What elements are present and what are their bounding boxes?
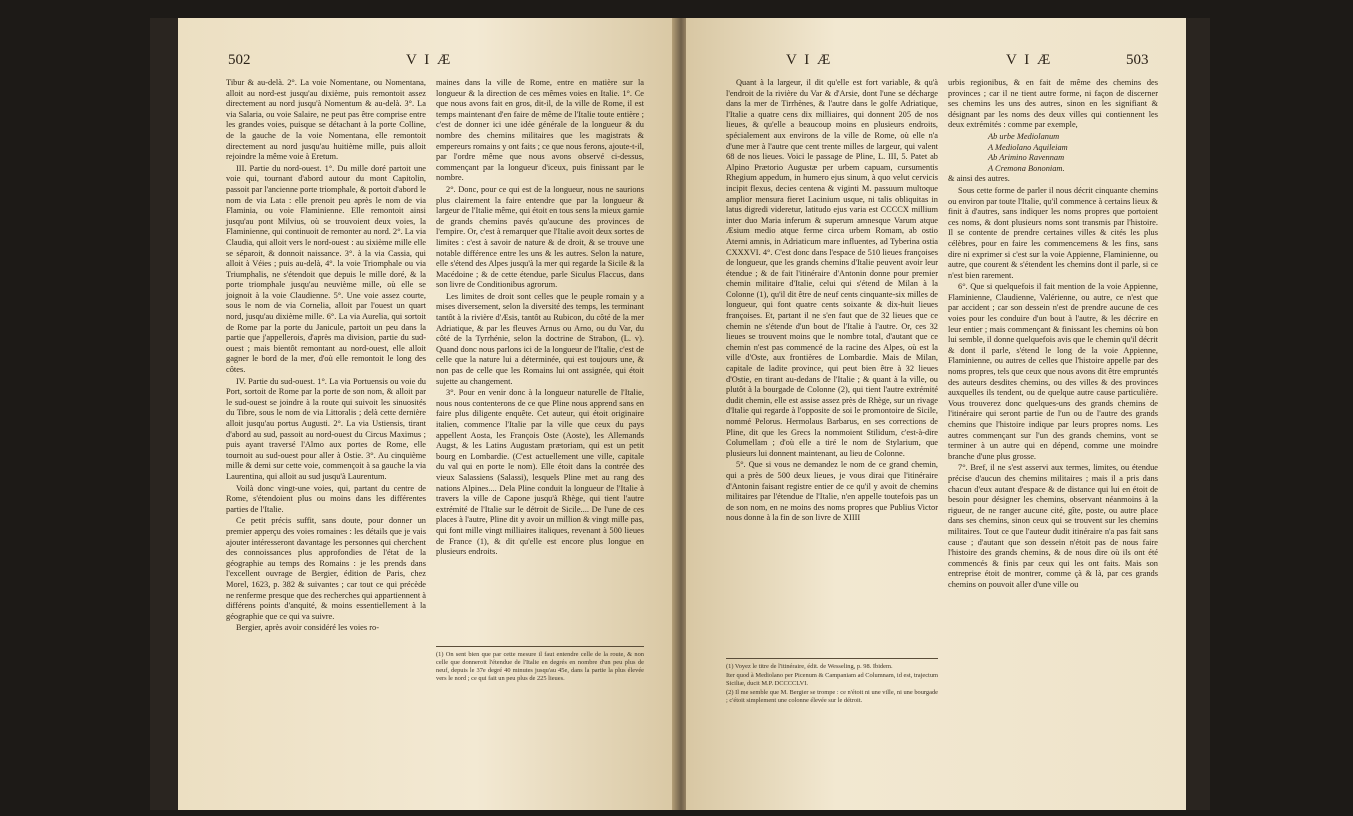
right-page: [686, 18, 1186, 810]
left-page-number: 502: [228, 52, 251, 68]
paragraph: 2°. Donc, pour ce qui est de la longueur, nous ne saurions plus clairement la faire entendre que par la longueur & largeur de l'Italie même, qui étoit en tous sens la mieux garnie de grands chemins pavés qu'aucune des provinces de l'empire. Or, c'est à remarquer que l'Italie avoit deux sortes de limites : c'est à savoir de nature & de droit, & se trouve une notable différence entre les uns & les autres. Selon la nature, elle s'étend des Alpes jusqu'à la mer qui regarde la Sicile & la Macédoine ; & de cette étendue, parle Siculus Flaccus, dans son livre de Conditionibus agrorum.: [436, 184, 644, 290]
paragraph: III. Partie du nord-ouest. 1°. Du mille doré partoit une voie qui, tournant d'abord autour du mont Capitolin, passoit par l'ancienne porte triomphale, & portoit d'abord le nom de via Lata : elle prenoit peu après le nom de via Flaminia, ou voie Flaminienne. Elle remontoit ainsi jusqu'au pont Milvius, où se trouvoient deux voies, la Flaminienne, qui continuoit de remonter au nord. 2°. La via Claudia, qui alloit vers le nord-ouest : au sixième mille elle se séparoit, & donnoit naissance. 3°. à la via Cassia, qui alloit à Véies ; puis au-delà, 4°. la voie Triomphale ou via Triumphalis, ne s'étendoit que depuis le mille doré, & la porte triomphale jusqu'au neuvième mille, où elle se joignoit à la voie Claudienne. 5°. Une voie assez courte, sous le nom de via Cornelia, alloit par l'ouest un quart nord, jusqu'au dixième mille. 6°. La via Aurelia, qui sortoit de Rome par la porte du Janicule, partoit un peu dans la partie que j'appellerois, d'après ma division, partie du sud-ouest ; mais bientôt remontant au nord-ouest, elle alloit gagner le bord de la mer, d'où elle remontoit le long des côtes.: [226, 163, 426, 375]
left-footnotes: [436, 646, 644, 684]
right-footnotes: [726, 658, 938, 706]
left-page-header: V I Æ: [406, 52, 453, 68]
paragraph: Voilà donc vingt-une voies, qui, partant du centre de Rome, s'étendoient plus ou moins dans les différentes parties de l'Italie.: [226, 483, 426, 514]
paragraph: & ainsi des autres.: [948, 174, 1010, 184]
paragraph: Quant à la largeur, il dit qu'elle est fort variable, & qu'à l'endroit de la rivière du Var & d'Arsie, dont l'une se décharge dans la mer de Tirrhènes, & l'autre dans le golfe Adriatique, l'Italie a quatre cens dix milliaires, qui donnent 205 de nos lieues, & qu'elle a beaucoup moins en plusieurs endroits, spécialement aux environs de la ville de Rome, où elle n'a d'une mer à l'autre que cent trente milles de largeur, qui valent 68 de nos lieues. Voici le passage de Pline, L. III, 5. Patet ab Alpino Prætorio Augustæ per urbem capuam, cursumentis Rhegium appedum, in humero ejus sinum, à quo velut cervicis incipit flexus, decies centena & viginti M. passuum multoque amplior mensura fieret Lacinium usque, ni talis obliquitas in latus digredi videretur, latitudo ejus varia est CCCCX millium inter duo Maria inferum & superum amnesque Varum atque Æsium medio atque ferme circa urbem Romam, ab ostio Aterni amnis, in Adriaticum mare influentes, ad Tyberina ostia CXXXVI. 4°. C'est donc dans l'espace de 510 lieues françoises de longueur, que les grands chemins d'Italie peuvent avoir leur étendue ; & de fait l'itinéraire d'Antonin donne pour premier chemin militaire d'Italie, celui qui s'étend de Milan à la Colonne (1), qu'il dit être de neuf cents cinquante-six milles de longueur, qui font quatre cents soixante & dix-huit lieues françoises. Et, partant il ne s'en faut que de 32 lieues que ce chemin ne s'étende d'un bout de l'Italie à l'autre. Or, ces 32 lieues se trouvent moins que le nombre total, d'autant que ce chemin n'est pas commencé de la racine des Alpes, où est la ville d'Oste, aux frontières de Lombardie. Mais de Milan, capitale de ladite province, qui peut bien être à 32 lieues d'Ostie, en tirant au-dedans de l'Italie ; & quant à la ville, ou plutôt à la bourgade de Colonne (2), qui tient l'autre extrémité dudit chemin, elle est assise assez près de Rhège, sur un rivage d'Italie qui regarde à l'opposite de soi le promontoire de Sicile, nommé Pelorus. Hermolaus Barbarus, en ses corrections de Pline, dit que les Grecs la nommoient Stilidum, c'est-à-dire Columellam ; d'où elle a tiré le nom de Stylarium, que plusieurs lui donnent maintenant, au lieu de Colonne.: [726, 78, 938, 458]
footnote: Iter quod à Mediolano per Picenum & Campaniam ad Columnam, id est, trajectum Siciliæ, ducit M.P. DCCCCLVI.: [726, 672, 938, 687]
right-column-1: [726, 78, 938, 525]
paragraph: 5°. Que si vous ne demandez le nom de ce grand chemin, qui a près de 500 deux lieues, je vous dirai que l'itinéraire d'Antonin faisant registre entier de ce qu'il y avoit de chemins militaires par l'étendue de l'Italie, n'en appelle toutefois pas un de son nom, en ne moins des noms propres que Publius Victor nous donne à la fin de son livre de XIIII: [726, 460, 938, 523]
itinerary-line: Ab Arimino Ravennam: [988, 153, 1065, 163]
paragraph: Les limites de droit sont celles que le peuple romain y a mises diversement, selon la diversité des temps, les terminant tantôt à la rivière d'Æsis, tantôt au Rubicon, du côté de la mer Adriatique, & par les fleuves Arnus ou Arno, ou du Var, du côté de la Tyrrhénie, selon la doctrine de Strabon, (L. v). Quand donc nous parlons ici de la longueur de l'Italie, c'est de celle que la nature lui a déterminée, qui est toujours une, & non pas de celle que les Romains lui ont assignée, qui étoit sujette au changement.: [436, 291, 644, 386]
right-page-header-left: V I Æ: [786, 52, 833, 68]
paragraph: 7°. Bref, il ne s'est asservi aux termes, limites, ou étendue précise d'aucun des chemins militaires ; mais il a pris dans chacun d'eux autant d'espace & de distance qui lui en étoit de besoin pour désigner les chemins, observant néanmoins à la rigueur, de ne ranger aucune cité, gîte, poste, ou autre place dans ses chemins, sinon ceux qui se trouvent sur les chemins militaires. Tout ce que l'auteur dudit itinéraire n'a pas fait sans cause ; d'autant que son dessein n'étoit pas de nous faire l'histoire des grands chemins, & de nous dire où ils ont été commencés & finis par ceux qui les ont faits. Mais son entreprise étoit de montrer, comme çà & là, par ces grands chemins on pouvoit aller d'une ville ou: [948, 463, 1158, 589]
paragraph: Tibur & au-delà. 2°. La voie Nomentane, ou Nomentana, alloit au nord-est jusqu'au dixième, puis remontoit assez directement au nord jusqu'à Nomentum & au-delà. 3°. La via Salaria, ou voie Salaire, ne peut pas être comprise entre les grandes voies, puisque se détachant à la porte Colline, de la gauche de la voie Nomentana, elle remontoit directement au nord jusqu'au huitième mille, puis alloit rejoindre la même voie à Eretum.: [226, 78, 426, 162]
paragraph: Sous cette forme de parler il nous décrit cinquante chemins ou environ par toute l'Italie, qu'il commence à certains lieux & finit à d'autres, sans indiquer les noms propres que portoient ces noms, & dont plusieurs noms sont transmis par l'histoire. Il se contente de prendre certaines villes & cités les plus célèbres, pour en faire les commencemens & les fins, sans dire ni exprimer si c'est sur la voie Appienne, Flaminienne, ou autre, que courent & s'étendent les chemins dont il parle, si ce n'est bien rarement.: [948, 185, 1158, 280]
footnote: (2) Il me semble que M. Bergier se trompe : ce n'étoit ni une ville, ni une bourgade ; c'étoit simplement une colonne élevée sur le détroit.: [726, 689, 938, 704]
left-column-1: [226, 78, 426, 635]
paragraph: 6°. Que si quelquefois il fait mention de la voie Appienne, Flaminienne, Claudienne, Valérienne, ou autre, ce n'est que par accident ; car son dessein n'est de prendre aucune de ces voies pour les conduire d'un bout à l'autre, & les décrire en leur entier ; mais commençant & finissant les chemins où bon lui semble, il donne quelquefois avis que le chemin qu'il décrit & dont il parle, s'étend le long de la voie Appienne, Flaminienne, ou autres de celles que l'histoire appelle par des noms propres, tels que ceux que nous avons dit être empruntés des auteurs desdites chemins, ou des villes & des provinces auxquelles ils tendent, ou de quelque autre cause particulière. Vous trouverez donc quelques-uns des grands chemins de l'itinéraire qui seront partie de l'un ou de l'autre des grands chemins que l'histoire indique par leurs propres noms. Les autres commençant sur l'un des grands chemins, vont se terminer à un autre qui en dépend, comme une moindre branche d'une plus grosse.: [948, 282, 1158, 461]
paragraph: maines dans la ville de Rome, entre en matière sur la longueur & la direction de ces mêmes voies en Italie. 1°. Ce que nous avons fait en gros, dit-il, de la ville de Rome, il est temps maintenant d'en faire de même de l'Italie toute entière ; c'est de donner ici une idée générale de la longueur & du nombre des chemins militaires que les magistrats & empereurs romains y ont faits ; ce que nous ferons, ajoute-t-il, par l'ordre même que nous avons observé ci-dessus, commençant par la longueur d'iceux, puis finissant par le nombre.: [436, 78, 644, 183]
footnote: (1) On sent bien que par cette mesure il faut entendre celle de la route, & non celle que donneroit l'étendue de l'Italie en degrés en nombre d'un peu plus de neuf, depuis le 37e degré 40 minutes jusqu'au 45e, dans la partie la plus élevée vers le nord ; ce qui fait un peu plus de 225 lieues.: [436, 651, 644, 682]
right-page-number: 503: [1126, 52, 1149, 68]
right-page-header-right: V I Æ: [1006, 52, 1053, 68]
open-book: [150, 18, 1210, 810]
itinerary-line: A Cremona Bononiam.: [988, 163, 1065, 173]
itinerary-line: Ab urbe Mediolanum: [988, 131, 1060, 141]
right-column-2: [948, 78, 1158, 592]
itinerary-line: A Mediolano Aquileiam: [988, 142, 1068, 152]
paragraph: 3°. Pour en venir donc à la longueur naturelle de l'Italie, nous nous contenterons de ce que Pline nous apprend sans en faire plus diligente enquête. Cet auteur, qui étoit originaire italien, commence l'Italie par la ville que ceux du pays appellent Aosta, les François Oste (Aoste), les Allemands Augst, & les Latins Augustam prætoriam, qui est un petit bourg en Lombardie. (C'est actuellement une ville, capitale du val qui en porte le nom). Elle étoit dans la contrée des vieux Salassiens (Salassi), lesquels Pline met au rang des nations Alpines.... Dela Pline conduit la longueur de l'Italie à travers la ville de Capone jusqu'à Rhège, qui tient l'autre extrémité de l'Italie sur le détroit de Sicile.... De l'une de ces places à l'autre, Pline dit y avoir un million & vingt mille pas, qui font mille vingt milliaires italiques, revenant à 500 lieues de France (1), & dit qu'elle est encore plus longue en plusieurs endroits.: [436, 388, 644, 557]
paragraph: Ce petit précis suffit, sans doute, pour donner un premier apperçu des voies romaines : les détails que je vais ajouter intéresseront davantage les personnes qui cherchent des connoissances plus approfondies de l'état de la géographie au temps des Romains : je les prends dans l'excellent ouvrage de Bergier, édition de Paris, chez Morel, 1623, p. 382 & suivantes ; car tout ce qui précède ne renferme presque que des recherches qui appartiennent à différens points d'anquité, & moins essentiellement à la géographie que ce qui va suivre.: [226, 516, 426, 621]
paragraph: urbis regionibus, & en fait de même des chemins des provinces ; car il ne tient autre forme, ni façon de discerner ses chemins les uns des autres, sinon en les signifiant & désignant par les noms des deux villes qui contiennent les deux extrémités : comme par exemple,: [948, 78, 1158, 130]
left-column-2: [436, 78, 644, 559]
paragraph: IV. Partie du sud-ouest. 1°. La via Portuensis ou voie du Port, sortoit de Rome par la porte de son nom, & alloit par le sud-ouest se joindre à la route qui suivoit les sinuosités du Tibre, sous le nom de via Littoralis ; delà cette dernière alloit jusqu'au portus Augusti. 2°. La via Ustiensis, tirant d'abord au sud, passoit au nord-ouest du Circus Maximus ; puis ayant traversé l'Almo aux portes de Rome, elle tournoit au sud-ouest pour aller à Ostie. 3°. Au cinquième mille & demi sur cette voie, commençoit à sa gauche la via Laurentina, qui alloit au sud jusqu'à Laurentum.: [226, 376, 426, 481]
left-page: [178, 18, 676, 810]
footnote: (1) Voyez le titre de l'itinéraire, édit. de Wesseling, p. 98. Ibidem.: [726, 663, 893, 670]
paragraph: Bergier, après avoir considéré les voies ro-: [236, 623, 379, 633]
